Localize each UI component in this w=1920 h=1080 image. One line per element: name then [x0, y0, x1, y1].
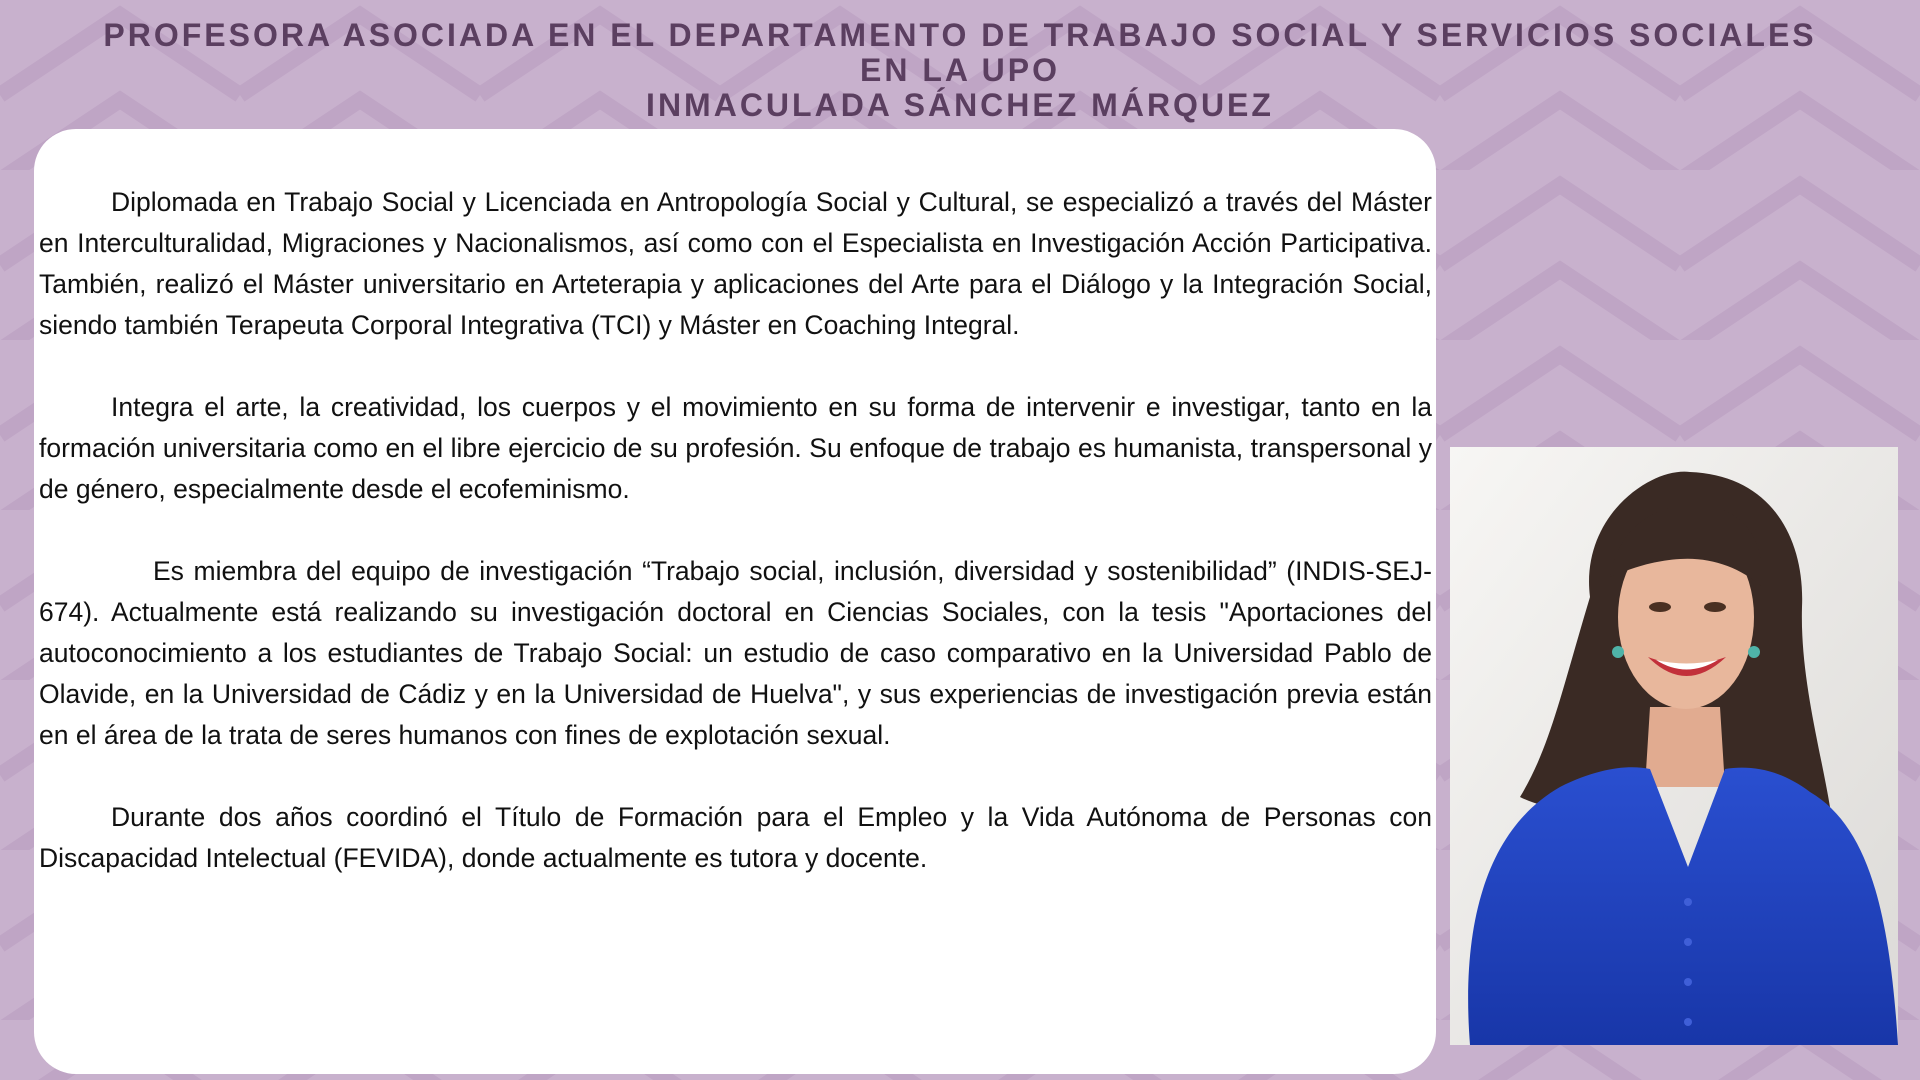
header-title-line2: EN LA UPO	[859, 52, 1061, 88]
bio-panel	[34, 129, 1436, 1074]
portrait-photo	[1450, 447, 1898, 1045]
bio-paragraph-2: Integra el arte, la creatividad, los cuerpos y el movimiento en su forma de intervenir e investigar, tanto en la formación universitaria como en el libre ejercicio de su profesión. Su enfoque de trabajo es humanista, transpersonal y de género, especialmente desde el ecofeminismo.	[39, 392, 1432, 504]
page-header	[30, 18, 1890, 123]
bio-paragraph-1: Diplomada en Trabajo Social y Licenciada en Antropología Social y Cultural, se especializó a través del Máster en Interculturalidad, Migraciones y Nacionalismos, así como con el Especialista en Investigación Acción Participativa. También, realizó el Máster universitario en Arteterapia y aplicaciones del Arte para el Diálogo y la Integración Social, siendo también Terapeuta Corporal Integrativa (TCI) y Máster en Coaching Integral.	[39, 187, 1432, 340]
bio-paragraph-4: Durante dos años coordinó el Título de Formación para el Empleo y la Vida Autónoma de Personas con Discapacidad Intelectual (FEVIDA), donde actualmente es tutora y docente.	[39, 802, 1432, 873]
header-name: INMACULADA SÁNCHEZ MÁRQUEZ	[646, 87, 1274, 123]
bio-paragraph-3: Es miembra del equipo de investigación “Trabajo social, inclusión, diversidad y sostenibilidad” (INDIS-SEJ-674). Actualmente está realizando su investigación doctoral en Ciencias Sociales, con la tesis "Aportaciones del autoconocimiento a los estudiantes de Trabajo Social: un estudio de caso comparativo en la Universidad Pablo de Olavide, en la Universidad de Cádiz y en la Universidad de Huelva", y sus experiencias de investigación previa están en el área de la trata de seres humanos con fines de explotación sexual.	[39, 556, 1432, 750]
header-title-line1: PROFESORA ASOCIADA EN EL DEPARTAMENTO DE TRABAJO SOCIAL Y SERVICIOS SOCIALES	[103, 17, 1817, 53]
